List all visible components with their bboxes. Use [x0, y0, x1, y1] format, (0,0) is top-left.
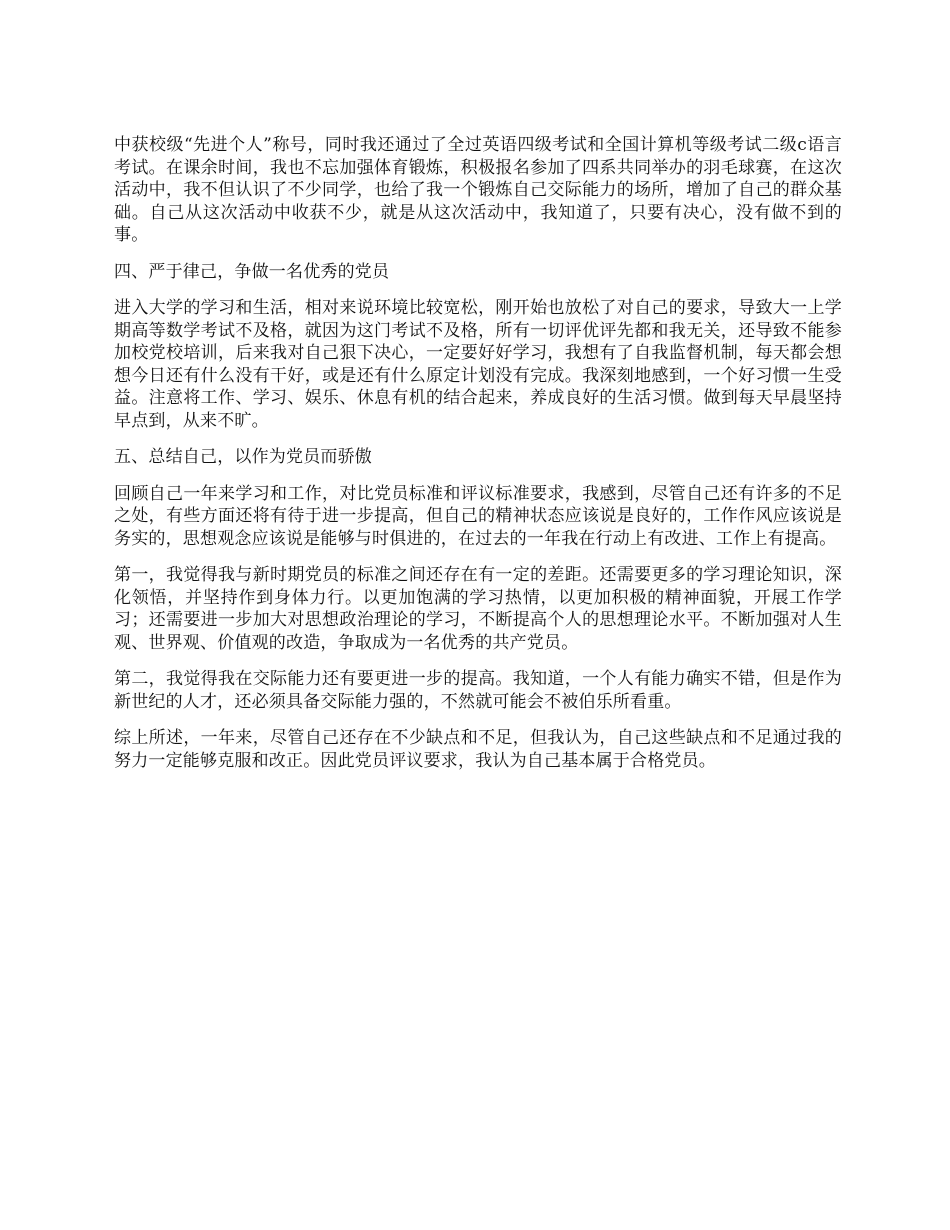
paragraph-achievements: 中获校级“先进个人”称号，同时我还通过了全过英语四级考试和全国计算机等级考试二级c语言考试。在课余时间，我也不忘加强体育锻炼，积极报名参加了四系共同举办的羽毛球赛，在这次活动中，我不但认识了不少同学，也给了我一个锻炼自己交际能力的场所，增加了自己的群众基础。自己从这次活动中收获不少，就是从这次活动中，我知道了，只要有决心，没有做不到的事。	[114, 135, 842, 245]
paragraph-review: 回顾自己一年来学习和工作，对比党员标准和评议标准要求，我感到，尽管自己还有许多的不足之处，有些方面还将有待于进一步提高，但自己的精神状态应该说是良好的，工作作风应该说是务实的，思想观念应该说是能够与时俱进的，在过去的一年我在行动上有改进、工作上有提高。	[114, 483, 842, 549]
paragraph-conclusion: 综上所述，一年来，尽管自己还存在不少缺点和不足，但我认为，自己这些缺点和不足通过我的努力一定能够克服和改正。因此党员评议要求，我认为自己基本属于合格党员。	[114, 728, 842, 771]
paragraph-first-point: 第一，我觉得我与新时期党员的标准之间还存在有一定的差距。还需要更多的学习理论知识，深化领悟，并坚持作到身体力行。以更加饱满的学习热情，以更加积极的精神面貌，开展工作学习；还需要进一步加大对思想政治理论的学习，不断提高个人的思想理论水平。不断加强对人生观、世界观、价值观的改造，争取成为一名优秀的共产党员。	[114, 565, 842, 653]
paragraph-self-discipline: 进入大学的学习和生活，相对来说环境比较宽松，刚开始也放松了对自己的要求，导致大一上学期高等数学考试不及格，就因为这门考试不及格，所有一切评优评先都和我无关，还导致不能参加校党校培训，后来我对自己狠下决心，一定要好好学习，我想有了自我监督机制，每天都会想想今日还有什么没有干好，或是还有什么原定计划没有完成。我深刻地感到，一个好习惯一生受益。注意将工作、学习、娱乐、休息有机的结合起来，养成良好的生活习惯。做到每天早晨坚持早点到，从来不旷。	[114, 298, 842, 431]
section-heading-five: 五、总结自己，以作为党员而骄傲	[114, 447, 372, 467]
document-body	[114, 134, 842, 786]
paragraph-second-point: 第二，我觉得我在交际能力还有要更进一步的提高。我知道，一个人有能力确实不错，但是作为新世纪的人才，还必须具备交际能力强的，不然就可能会不被伯乐所看重。	[114, 669, 842, 712]
section-heading-four: 四、严于律己，争做一名优秀的党员	[114, 261, 390, 282]
